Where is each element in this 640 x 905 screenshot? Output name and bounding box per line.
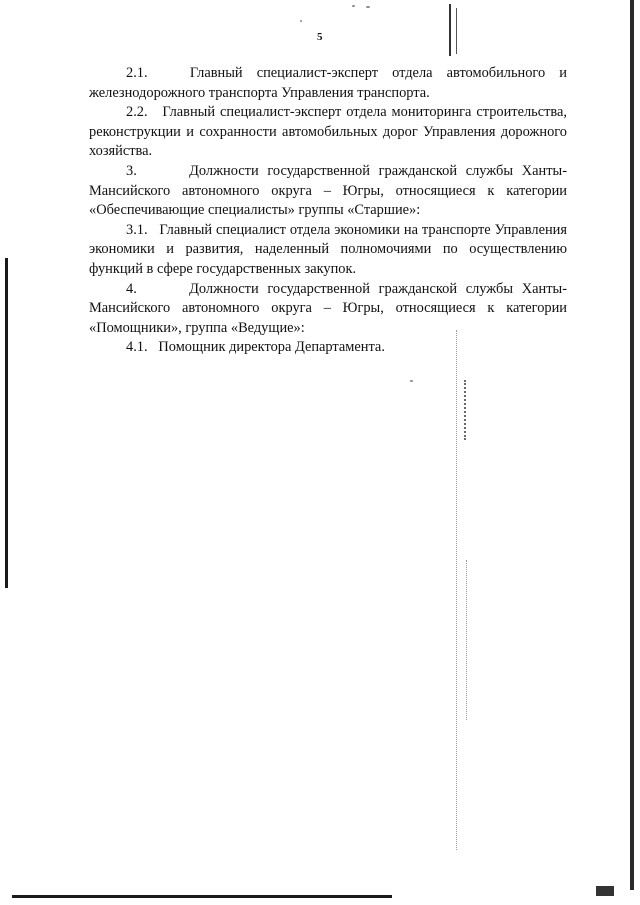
scan-noise-column-2 [464,380,466,440]
scan-edge-line-right [630,0,634,890]
paragraph-3-1: 3.1. Главный специалист отдела экономики на транспорте Управления экономики и развития, наделенный полномочиями по осуществлению функций в сфере государственных закупок. [89,221,567,277]
scan-edge-line-left [5,258,8,588]
document-body [89,64,567,358]
scan-speck [300,20,302,22]
scan-noise-column [456,330,457,850]
scan-edge-line-top-mark [449,4,451,56]
paragraph-4: 4. Должности государственной гражданской службы Ханты-Мансийского автономного округа – Югры, относящиеся к категории «Помощники», группа «Ведущие»: [89,280,567,336]
scan-noise-column-3 [466,560,467,720]
paragraph-2-2: 2.2. Главный специалист-эксперт отдела мониторинга строительства, реконструкции и сохранности автомобильных дорог Управления дорожного хозяйства. [89,104,567,160]
page-number: 5 [317,31,323,43]
paragraph-2-1: 2.1. Главный специалист-эксперт отдела автомобильного и железнодорожного транспорта Управления транспорта. [89,65,567,101]
paragraph-4-1: 4.1. Помощник директора Департамента. [126,339,385,356]
scan-edge-line-bottom [12,895,392,898]
paragraph-3: 3. Должности государственной гражданской службы Ханты-Мансийского автономного округа – Югры, относящиеся к категории «Обеспечивающие специалисты» группы «Старшие»: [89,162,567,219]
scan-speck [352,5,355,7]
scan-bottom-right-blot [596,886,614,896]
scan-speck [366,6,370,8]
scan-speck [410,380,413,382]
